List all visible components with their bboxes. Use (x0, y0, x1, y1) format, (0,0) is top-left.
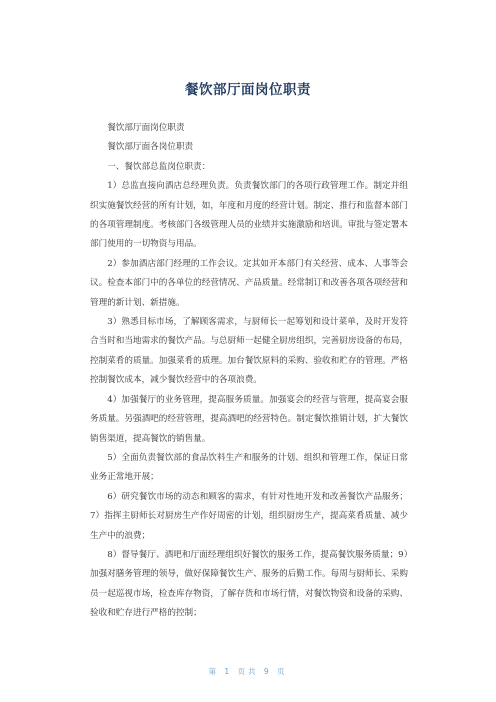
page-current: 1 (224, 667, 233, 676)
paragraph: 餐饮部厅面岗位职责 (107, 123, 185, 133)
paragraph: 1）总监直接向酒店总经理负责。负责餐饮部门的各项行政管理工作。制定并组织实施餐饮经营的所有计划，如，年度和月度的经营计划。制定、推行和监督本部门的各项管理制度。考核部门各级管理人员的业绩并实施激励和培训。审批与签定署本部门使用的一切物资与用品。 (90, 181, 408, 250)
paragraph: 4）加强餐厅的业务管理，提高服务质量。加强宴会的经营与管理，提高宴会服务质量。另强酒吧的经营管理，提高酒吧的经营特色。制定餐饮推销计划，扩大餐饮销售渠道，提高餐饮的销售量。 (90, 394, 408, 444)
document-title: 餐饮部厅面岗位职责 (185, 82, 311, 98)
paragraph: 2）参加酒店部门经理的工作会议。定其如开本部门有关经营、成本、人事等会议。检查本部门中的各单位的经营情况、产品质量。经常制订和改善各项各项经营和管理的新计划、新措施。 (90, 258, 408, 308)
document-body (90, 119, 408, 624)
page-footer (0, 666, 496, 677)
paragraph: 餐饮部厅面各岗位职责 (107, 142, 194, 153)
page-label-suffix: 页 (277, 667, 288, 676)
page-label-mid: 页共 (237, 667, 259, 676)
paragraph: 6）研究餐饮市场的动态和顾客的需求，有针对性地开发和改善餐饮产品服务；7）指挥主厨师长对厨房生产作好周密的计划，组织厨房生产，提高菜肴质量、减少生产中的浪费； (90, 491, 408, 541)
page-total: 9 (263, 667, 272, 676)
paragraph: 3）熟悉目标市场，了解顾客需求，与厨师长一起筹划和设计菜单，及时开发符合当时和当地需求的餐饮产品。与总厨师一起健全厨房组织，完善厨房设备的布局，控制菜肴的质量。加强菜肴的质理。加台餐饮原料的采购、验收和贮存的管理。严格控制餐饮成本，减少餐饮经营中的各项浪费。 (90, 317, 408, 386)
paragraph: 5）全面负责餐饮部的食品饮料生产和服务的计划、组织和管理工作，保证日常业务正常地开展； (90, 452, 408, 483)
page-label-prefix: 第 (208, 667, 219, 676)
paragraph: 8）督导餐厅、酒吧和厅面经理组织好餐饮的服务工作，提高餐饮服务质量；9）加强对膳务管理的领导，做好保障餐饮生产、服务的后勤工作。每周与厨师长、采购员一起巡视市场，检查库存物资，了解存货和市场行情，对餐饮物资和设备的采购、验收和贮存进行严格的控制； (90, 549, 408, 619)
paragraph: 一、餐饮部总监岗位职责： (107, 161, 211, 172)
